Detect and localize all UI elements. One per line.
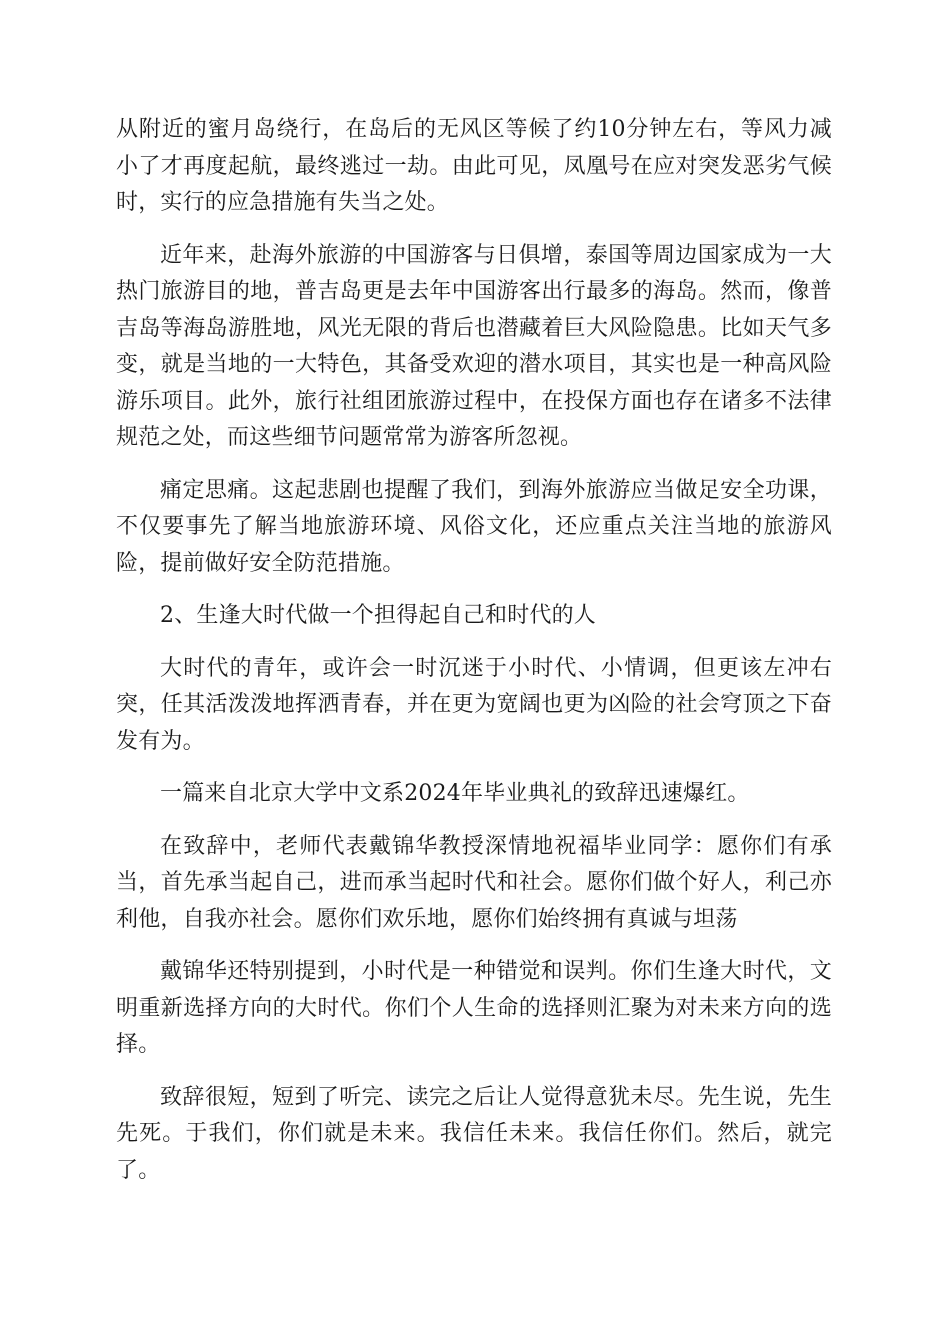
paragraph-speech-blessing: 在致辞中，老师代表戴锦华教授深情地祝福毕业同学：愿你们有承当，首先承当起自己，进而承当起时代和社会。愿你们做个好人，利己亦利他，自我亦社会。愿你们欢乐地，愿你们始终拥有真诚与坦荡	[116, 833, 832, 932]
paragraph-speech-intro: 一篇来自北京大学中文系2024年毕业典礼的致辞迅速爆红。	[160, 781, 750, 806]
section-heading: 2、生逢大时代做一个担得起自己和时代的人	[160, 603, 596, 628]
paragraph-youth: 大时代的青年，或许会一时沉迷于小时代、小情调，但更该左冲右突，任其活泼泼地挥洒青春，并在更为宽阔也更为凶险的社会穹顶之下奋发有为。	[116, 655, 832, 754]
document-page	[116, 112, 832, 1205]
paragraph-big-era: 戴锦华还特别提到，小时代是一种错觉和误判。你们生逢大时代，文明重新选择方向的大时代。你们个人生命的选择则汇聚为对未来方向的选择。	[116, 959, 832, 1057]
paragraph-overseas-travel: 近年来，赴海外旅游的中国游客与日俱增，泰国等周边国家成为一大热门旅游目的地，普吉岛更是去年中国游客出行最多的海岛。然而，像普吉岛等海岛游胜地，风光无限的背后也潜藏着巨大风险隐患。比如天气多变，就是当地的一大特色，其备受欢迎的潜水项目，其实也是一种高风险游乐项目。此外，旅行社组团旅游过程中，在投保方面也存在诸多不法律规范之处，而这些细节问题常常为游客所忽视。	[116, 242, 832, 450]
paragraph-continuation: 从附近的蜜月岛绕行，在岛后的无风区等候了约10分钟左右，等风力减小了才再度起航，最终逃过一劫。由此可见，凤凰号在应对突发恶劣气候时，实行的应急措施有失当之处。	[116, 117, 832, 215]
paragraph-speech-ending: 致辞很短，短到了听完、读完之后让人觉得意犹未尽。先生说，先生先死。于我们，你们就是未来。我信任未来。我信任你们。然后，就完了。	[116, 1084, 832, 1183]
paragraph-safety-lesson: 痛定思痛。这起悲剧也提醒了我们，到海外旅游应当做足安全功课，不仅要事先了解当地旅游环境、风俗文化，还应重点关注当地的旅游风险，提前做好安全防范措施。	[116, 477, 832, 576]
